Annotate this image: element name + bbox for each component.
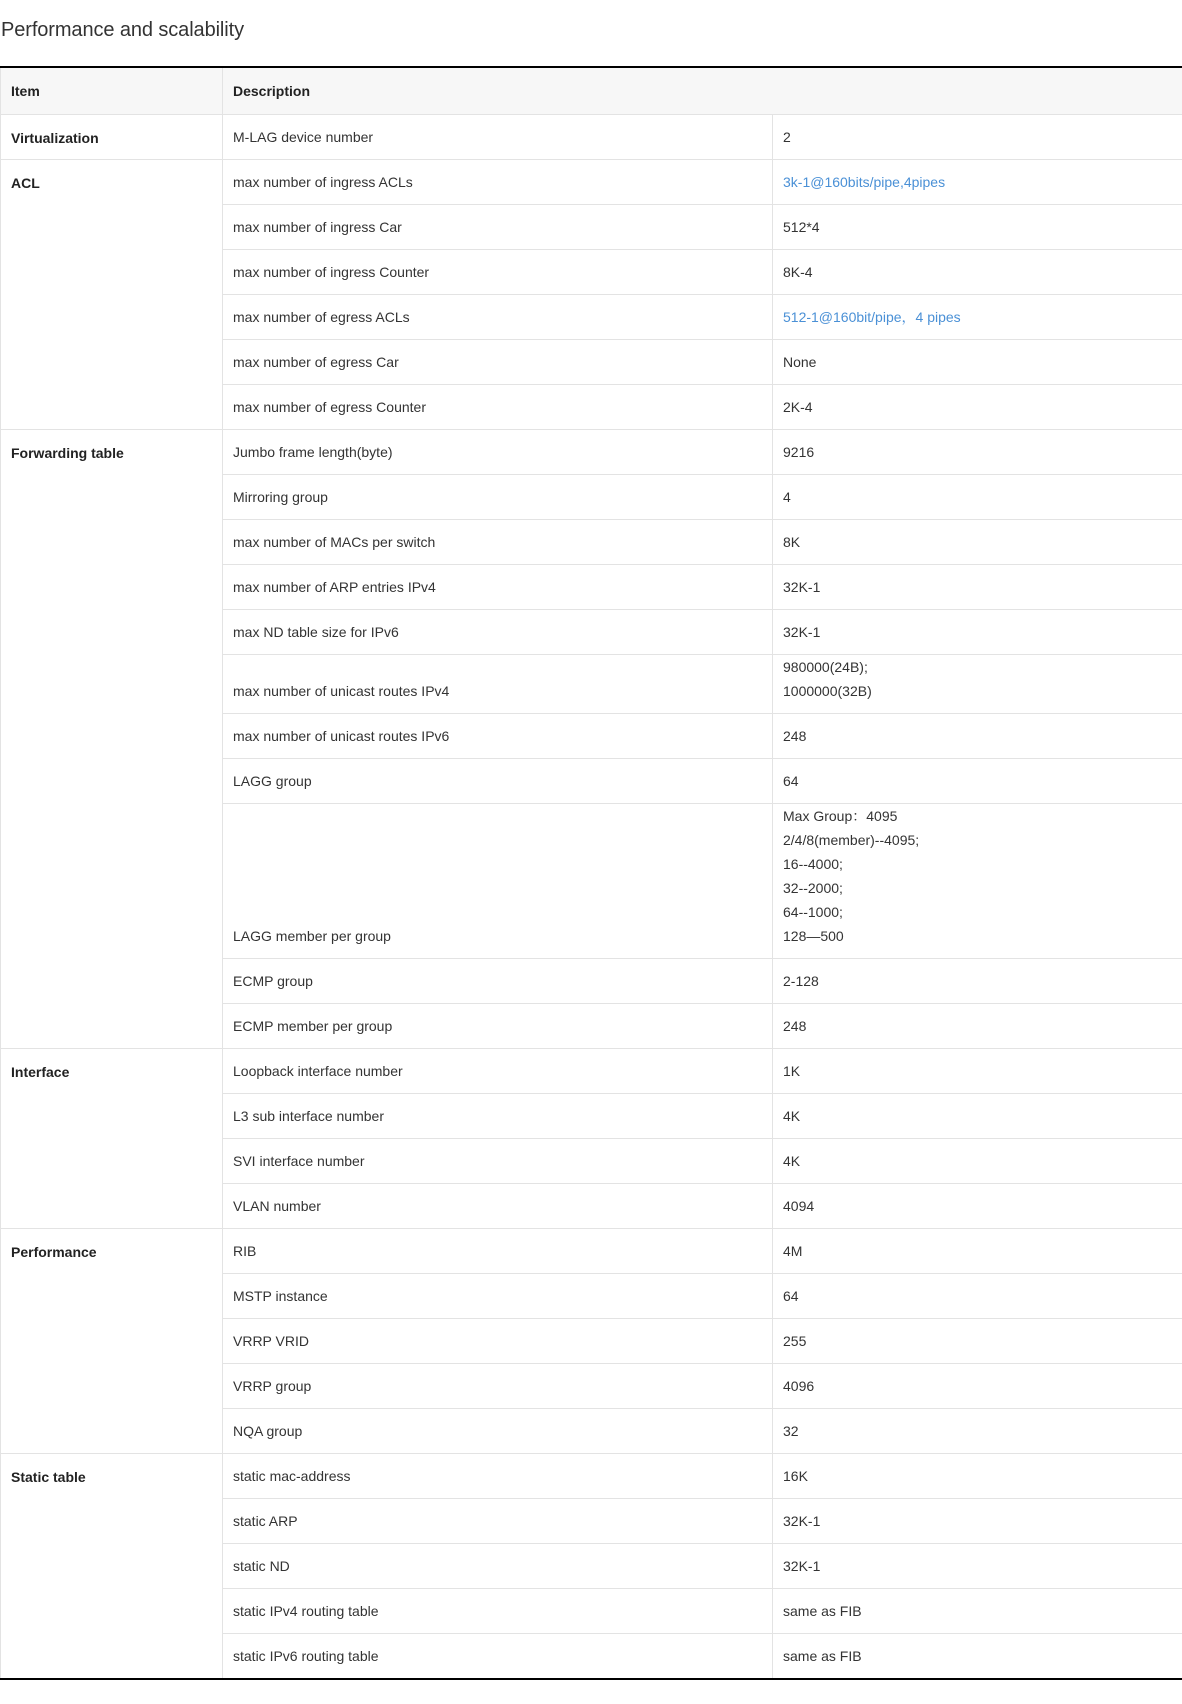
value-line: 128—500 — [783, 928, 844, 944]
value-line: 2/4/8(member)--4095; — [783, 832, 920, 848]
description-cell: max number of unicast routes IPv4 — [223, 655, 773, 714]
table-row — [1, 1454, 1182, 1499]
description-cell: VRRP VRID — [223, 1319, 773, 1364]
description-cell: max number of MACs per switch — [223, 520, 773, 565]
value-link[interactable]: 3k-1@160bits/pipe,4pipes — [783, 174, 946, 190]
value-line: 64 — [783, 773, 799, 789]
table-header — [1, 67, 1182, 115]
value-line: 64--1000; — [783, 904, 843, 920]
value-cell — [773, 610, 1182, 655]
description-cell: L3 sub interface number — [223, 1094, 773, 1139]
value-cell — [773, 340, 1182, 385]
value-cell — [773, 1544, 1182, 1589]
description-cell: RIB — [223, 1229, 773, 1274]
value-line: None — [783, 354, 817, 370]
value-line: 16K — [783, 1468, 808, 1484]
description-cell: SVI interface number — [223, 1139, 773, 1184]
description-cell: Jumbo frame length(byte) — [223, 430, 773, 475]
value-cell — [773, 959, 1182, 1004]
table-row — [1, 1229, 1182, 1274]
description-cell: max number of egress Car — [223, 340, 773, 385]
value-cell — [773, 655, 1182, 714]
value-cell — [773, 520, 1182, 565]
value-line: 512*4 — [783, 219, 820, 235]
value-cell — [773, 1139, 1182, 1184]
value-cell — [773, 160, 1182, 205]
value-line: 4M — [783, 1243, 803, 1259]
value-line: 4K — [783, 1108, 801, 1124]
value-cell — [773, 714, 1182, 759]
value-line: 32K-1 — [783, 624, 821, 640]
page-title: Performance and scalability — [1, 19, 244, 41]
description-cell: LAGG group — [223, 759, 773, 804]
description-cell: max number of ingress Car — [223, 205, 773, 250]
item-cell: Interface — [1, 1049, 223, 1229]
value-line: 4094 — [783, 1198, 815, 1214]
value-line: 32 — [783, 1423, 799, 1439]
value-line: 248 — [783, 1018, 807, 1034]
table-row — [1, 430, 1182, 475]
value-line: 8K-4 — [783, 264, 813, 280]
value-cell — [773, 1364, 1182, 1409]
value-cell — [773, 1004, 1182, 1049]
description-cell: max number of ingress Counter — [223, 250, 773, 295]
item-cell: Forwarding table — [1, 430, 223, 1049]
value-link[interactable]: 512-1@160bit/pipe，4 pipes — [783, 309, 961, 325]
value-cell — [773, 565, 1182, 610]
description-cell: VLAN number — [223, 1184, 773, 1229]
item-cell: Performance — [1, 1229, 223, 1454]
value-cell — [773, 1499, 1182, 1544]
value-line: 2K-4 — [783, 399, 813, 415]
value-line: 980000(24B); — [783, 659, 868, 675]
value-line: 2-128 — [783, 973, 819, 989]
value-cell — [773, 205, 1182, 250]
description-cell: M-LAG device number — [223, 115, 773, 160]
description-cell: static mac-address — [223, 1454, 773, 1499]
table-row — [1, 1049, 1182, 1094]
value-line: 255 — [783, 1333, 807, 1349]
description-cell: static IPv4 routing table — [223, 1589, 773, 1634]
description-cell: max ND table size for IPv6 — [223, 610, 773, 655]
value-line: 4096 — [783, 1378, 815, 1394]
value-line: 32--2000; — [783, 880, 843, 896]
description-cell: static IPv6 routing table — [223, 1634, 773, 1679]
description-cell: VRRP group — [223, 1364, 773, 1409]
table-row — [1, 115, 1182, 160]
value-line: 32K-1 — [783, 579, 821, 595]
description-cell: LAGG member per group — [223, 804, 773, 959]
value-line: 32K-1 — [783, 1513, 821, 1529]
value-cell — [773, 295, 1182, 340]
item-cell: Static table — [1, 1454, 223, 1679]
description-cell: Mirroring group — [223, 475, 773, 520]
value-cell — [773, 759, 1182, 804]
value-cell — [773, 1454, 1182, 1499]
value-cell — [773, 1274, 1182, 1319]
value-cell — [773, 115, 1182, 160]
value-cell — [773, 250, 1182, 295]
header-item: Item — [1, 67, 223, 115]
value-line: 1000000(32B) — [783, 683, 872, 699]
description-cell: max number of unicast routes IPv6 — [223, 714, 773, 759]
value-cell — [773, 385, 1182, 430]
item-cell: ACL — [1, 160, 223, 430]
value-cell — [773, 1409, 1182, 1454]
description-cell: static ARP — [223, 1499, 773, 1544]
value-line: 8K — [783, 534, 801, 550]
value-cell — [773, 1094, 1182, 1139]
value-cell — [773, 475, 1182, 520]
value-line: same as FIB — [783, 1647, 862, 1664]
value-line: 2 — [783, 129, 791, 145]
description-cell: max number of egress ACLs — [223, 295, 773, 340]
description-cell: max number of egress Counter — [223, 385, 773, 430]
value-cell — [773, 1319, 1182, 1364]
table-body — [1, 115, 1182, 1679]
header-description: Description — [223, 67, 1182, 115]
description-cell: max number of ARP entries IPv4 — [223, 565, 773, 610]
value-line: 9216 — [783, 444, 815, 460]
description-cell: MSTP instance — [223, 1274, 773, 1319]
value-cell — [773, 1589, 1182, 1634]
description-cell: static ND — [223, 1544, 773, 1589]
performance-table — [0, 66, 1182, 1680]
value-line: 16--4000; — [783, 856, 843, 872]
value-line: 32K-1 — [783, 1558, 821, 1574]
value-line: 64 — [783, 1288, 799, 1304]
value-cell — [773, 1229, 1182, 1274]
item-cell: Virtualization — [1, 115, 223, 160]
value-cell — [773, 804, 1182, 959]
description-cell: max number of ingress ACLs — [223, 160, 773, 205]
header-row — [1, 67, 1182, 115]
value-line: 1K — [783, 1063, 801, 1079]
description-cell: ECMP member per group — [223, 1004, 773, 1049]
value-line: 248 — [783, 728, 807, 744]
value-cell — [773, 1634, 1182, 1679]
value-line: same as FIB — [783, 1603, 862, 1619]
value-line: Max Group：4095 — [783, 808, 898, 824]
description-cell: NQA group — [223, 1409, 773, 1454]
description-cell: Loopback interface number — [223, 1049, 773, 1094]
table-row — [1, 160, 1182, 205]
value-cell — [773, 1049, 1182, 1094]
value-cell — [773, 1184, 1182, 1229]
description-cell: ECMP group — [223, 959, 773, 1004]
value-cell — [773, 430, 1182, 475]
value-line: 4K — [783, 1153, 801, 1169]
value-line: 4 — [783, 489, 791, 505]
